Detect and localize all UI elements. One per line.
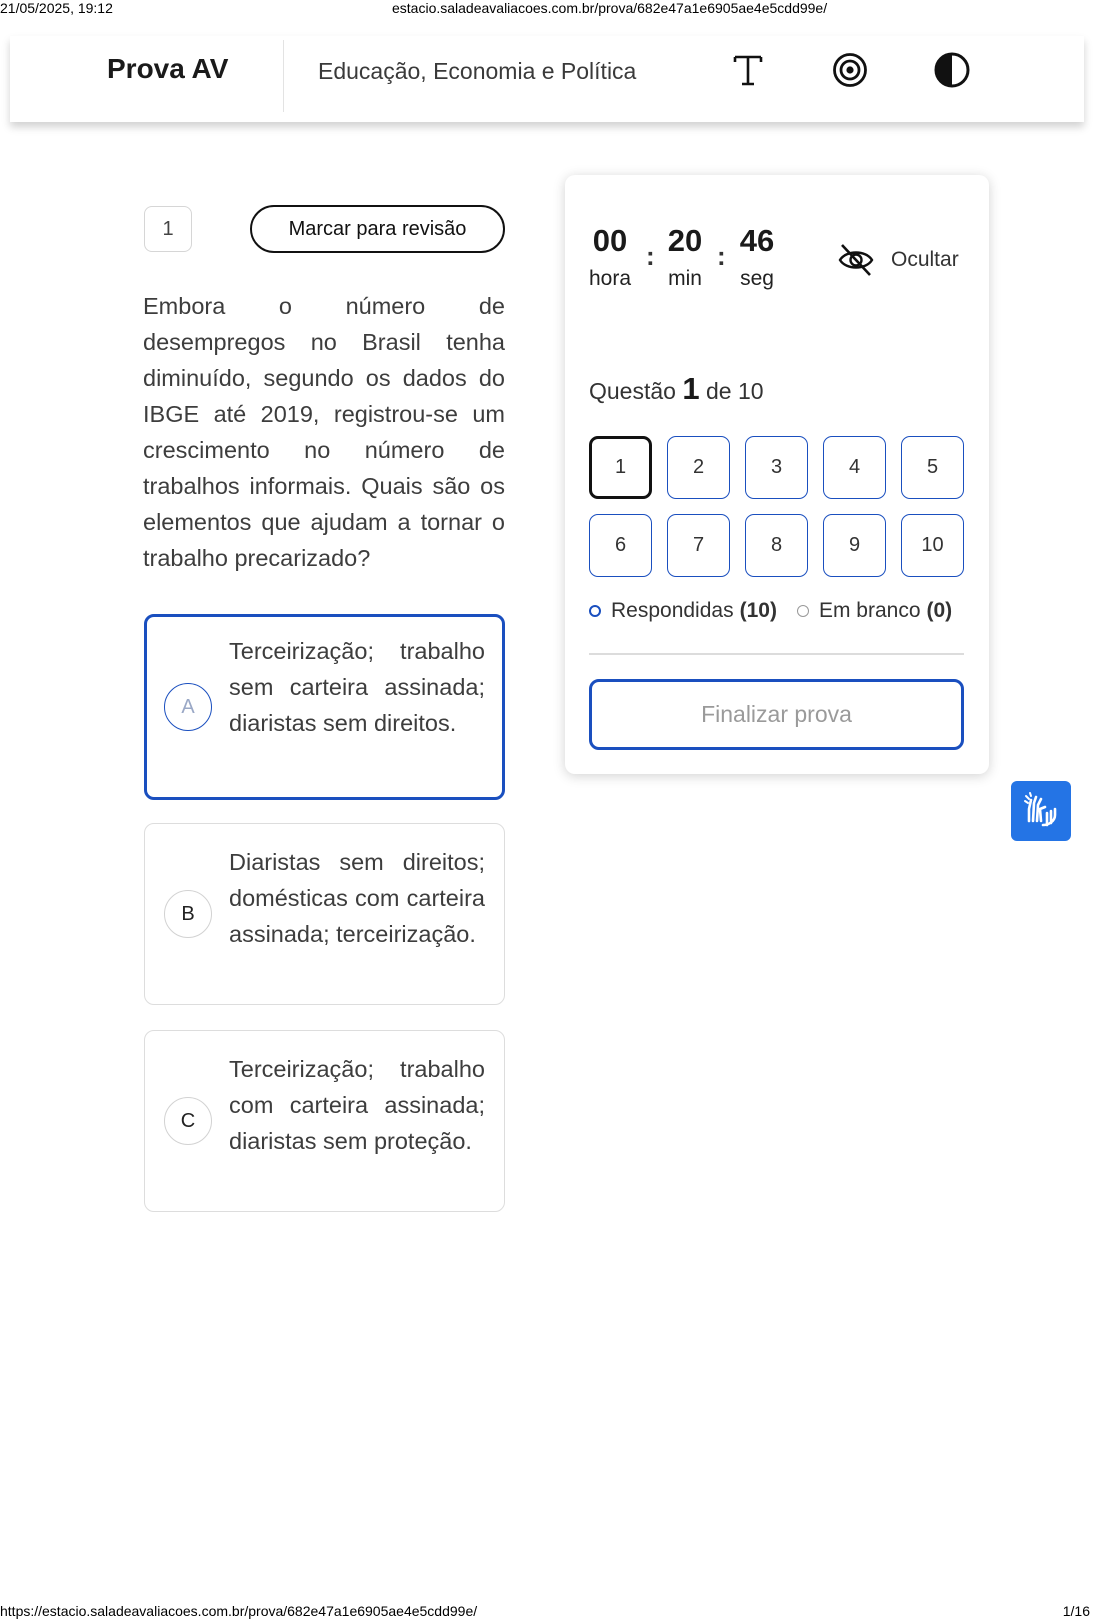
progress-current: 1 (682, 371, 700, 406)
font-size-button[interactable] (726, 48, 770, 92)
header-divider (283, 40, 284, 112)
app-header (10, 36, 1084, 122)
print-header (0, 0, 1094, 18)
timer-seconds-value: 46 (739, 223, 775, 258)
option-text: Diaristas sem direitos; domésticas com carteira assinada; terceirização. (229, 849, 485, 947)
panel-divider (589, 653, 964, 655)
answered-count: (10) (739, 599, 777, 622)
option-text: Terceirização; trabalho sem carteira assinada; diaristas sem direitos. (229, 638, 485, 736)
option-letter: A (164, 683, 212, 731)
progress-suffix: de 10 (705, 378, 764, 404)
option-a[interactable] (144, 614, 505, 800)
finish-exam-button[interactable]: Finalizar prova (589, 679, 964, 750)
option-letter: B (164, 890, 212, 938)
question-nav-3[interactable]: 3 (745, 436, 808, 499)
timer-separator: : (717, 241, 726, 271)
option-b[interactable] (144, 823, 505, 1005)
question-nav-9[interactable]: 9 (823, 514, 886, 577)
blank-dot-icon (797, 605, 809, 617)
option-text: Terceirização; trabalho com carteira assinada; diaristas sem proteção. (229, 1056, 485, 1154)
hide-timer-label: Ocultar (891, 248, 959, 271)
question-nav-5[interactable]: 5 (901, 436, 964, 499)
target-button[interactable] (828, 48, 872, 92)
timer-minutes (655, 223, 715, 291)
question-progress (589, 371, 764, 407)
print-page-number: 1/16 (1062, 1603, 1090, 1619)
timer-hours (580, 223, 640, 291)
question-nav-6[interactable]: 6 (589, 514, 652, 577)
question-nav-10[interactable]: 10 (901, 514, 964, 577)
answered-dot-icon (589, 605, 601, 617)
option-c[interactable] (144, 1030, 505, 1212)
timer-hours-label: hora (588, 267, 632, 290)
font-size-icon (731, 53, 765, 87)
brand-title: Prova AV (107, 53, 229, 84)
blank-label: Em branco (818, 599, 921, 622)
timer-minutes-value: 20 (667, 223, 703, 258)
timer-hours-value: 00 (592, 223, 628, 258)
eye-off-icon (837, 243, 875, 277)
question-number-badge: 1 (144, 206, 192, 252)
question-nav-1[interactable]: 1 (589, 436, 652, 499)
blank-count: (0) (926, 599, 953, 622)
sign-language-button[interactable] (1011, 781, 1071, 841)
contrast-button[interactable] (930, 48, 974, 92)
timer-seconds-label: seg (740, 267, 774, 290)
question-nav-2[interactable]: 2 (667, 436, 730, 499)
print-date: 21/05/2025, 19:12 (0, 0, 113, 16)
print-footer (0, 1603, 1094, 1623)
question-text: Embora o número de desempregos no Brasil tenha diminuído, segundo os dados do IBGE até 2019, registrou-se um crescimento no número de trabalhos informais. Quais são os elementos que ajudam a tornar o trabalho precarizado? (143, 293, 505, 571)
target-icon (831, 51, 869, 89)
sign-language-hands-icon (1021, 791, 1061, 831)
question-nav-7[interactable]: 7 (667, 514, 730, 577)
answer-legend (589, 599, 952, 623)
print-footer-url: https://estacio.saladeavaliacoes.com.br/prova/682e47a1e6905ae4e5cdd99e/ (0, 1603, 478, 1619)
hide-timer-button[interactable] (837, 243, 959, 277)
answered-label: Respondidas (611, 599, 734, 622)
course-title: Educação, Economia e Política (318, 58, 637, 84)
option-letter: C (164, 1097, 212, 1145)
mark-for-review-button[interactable]: Marcar para revisão (250, 205, 505, 253)
timer-minutes-label: min (668, 267, 702, 290)
timer-separator: : (646, 241, 655, 271)
contrast-icon (933, 51, 971, 89)
progress-prefix: Questão (589, 378, 676, 404)
question-nav-8[interactable]: 8 (745, 514, 808, 577)
print-url: estacio.saladeavaliacoes.com.br/prova/682e47a1e6905ae4e5cdd99e/ (392, 0, 828, 16)
timer-seconds (727, 223, 787, 291)
question-nav-4[interactable]: 4 (823, 436, 886, 499)
exam-panel (565, 175, 989, 774)
